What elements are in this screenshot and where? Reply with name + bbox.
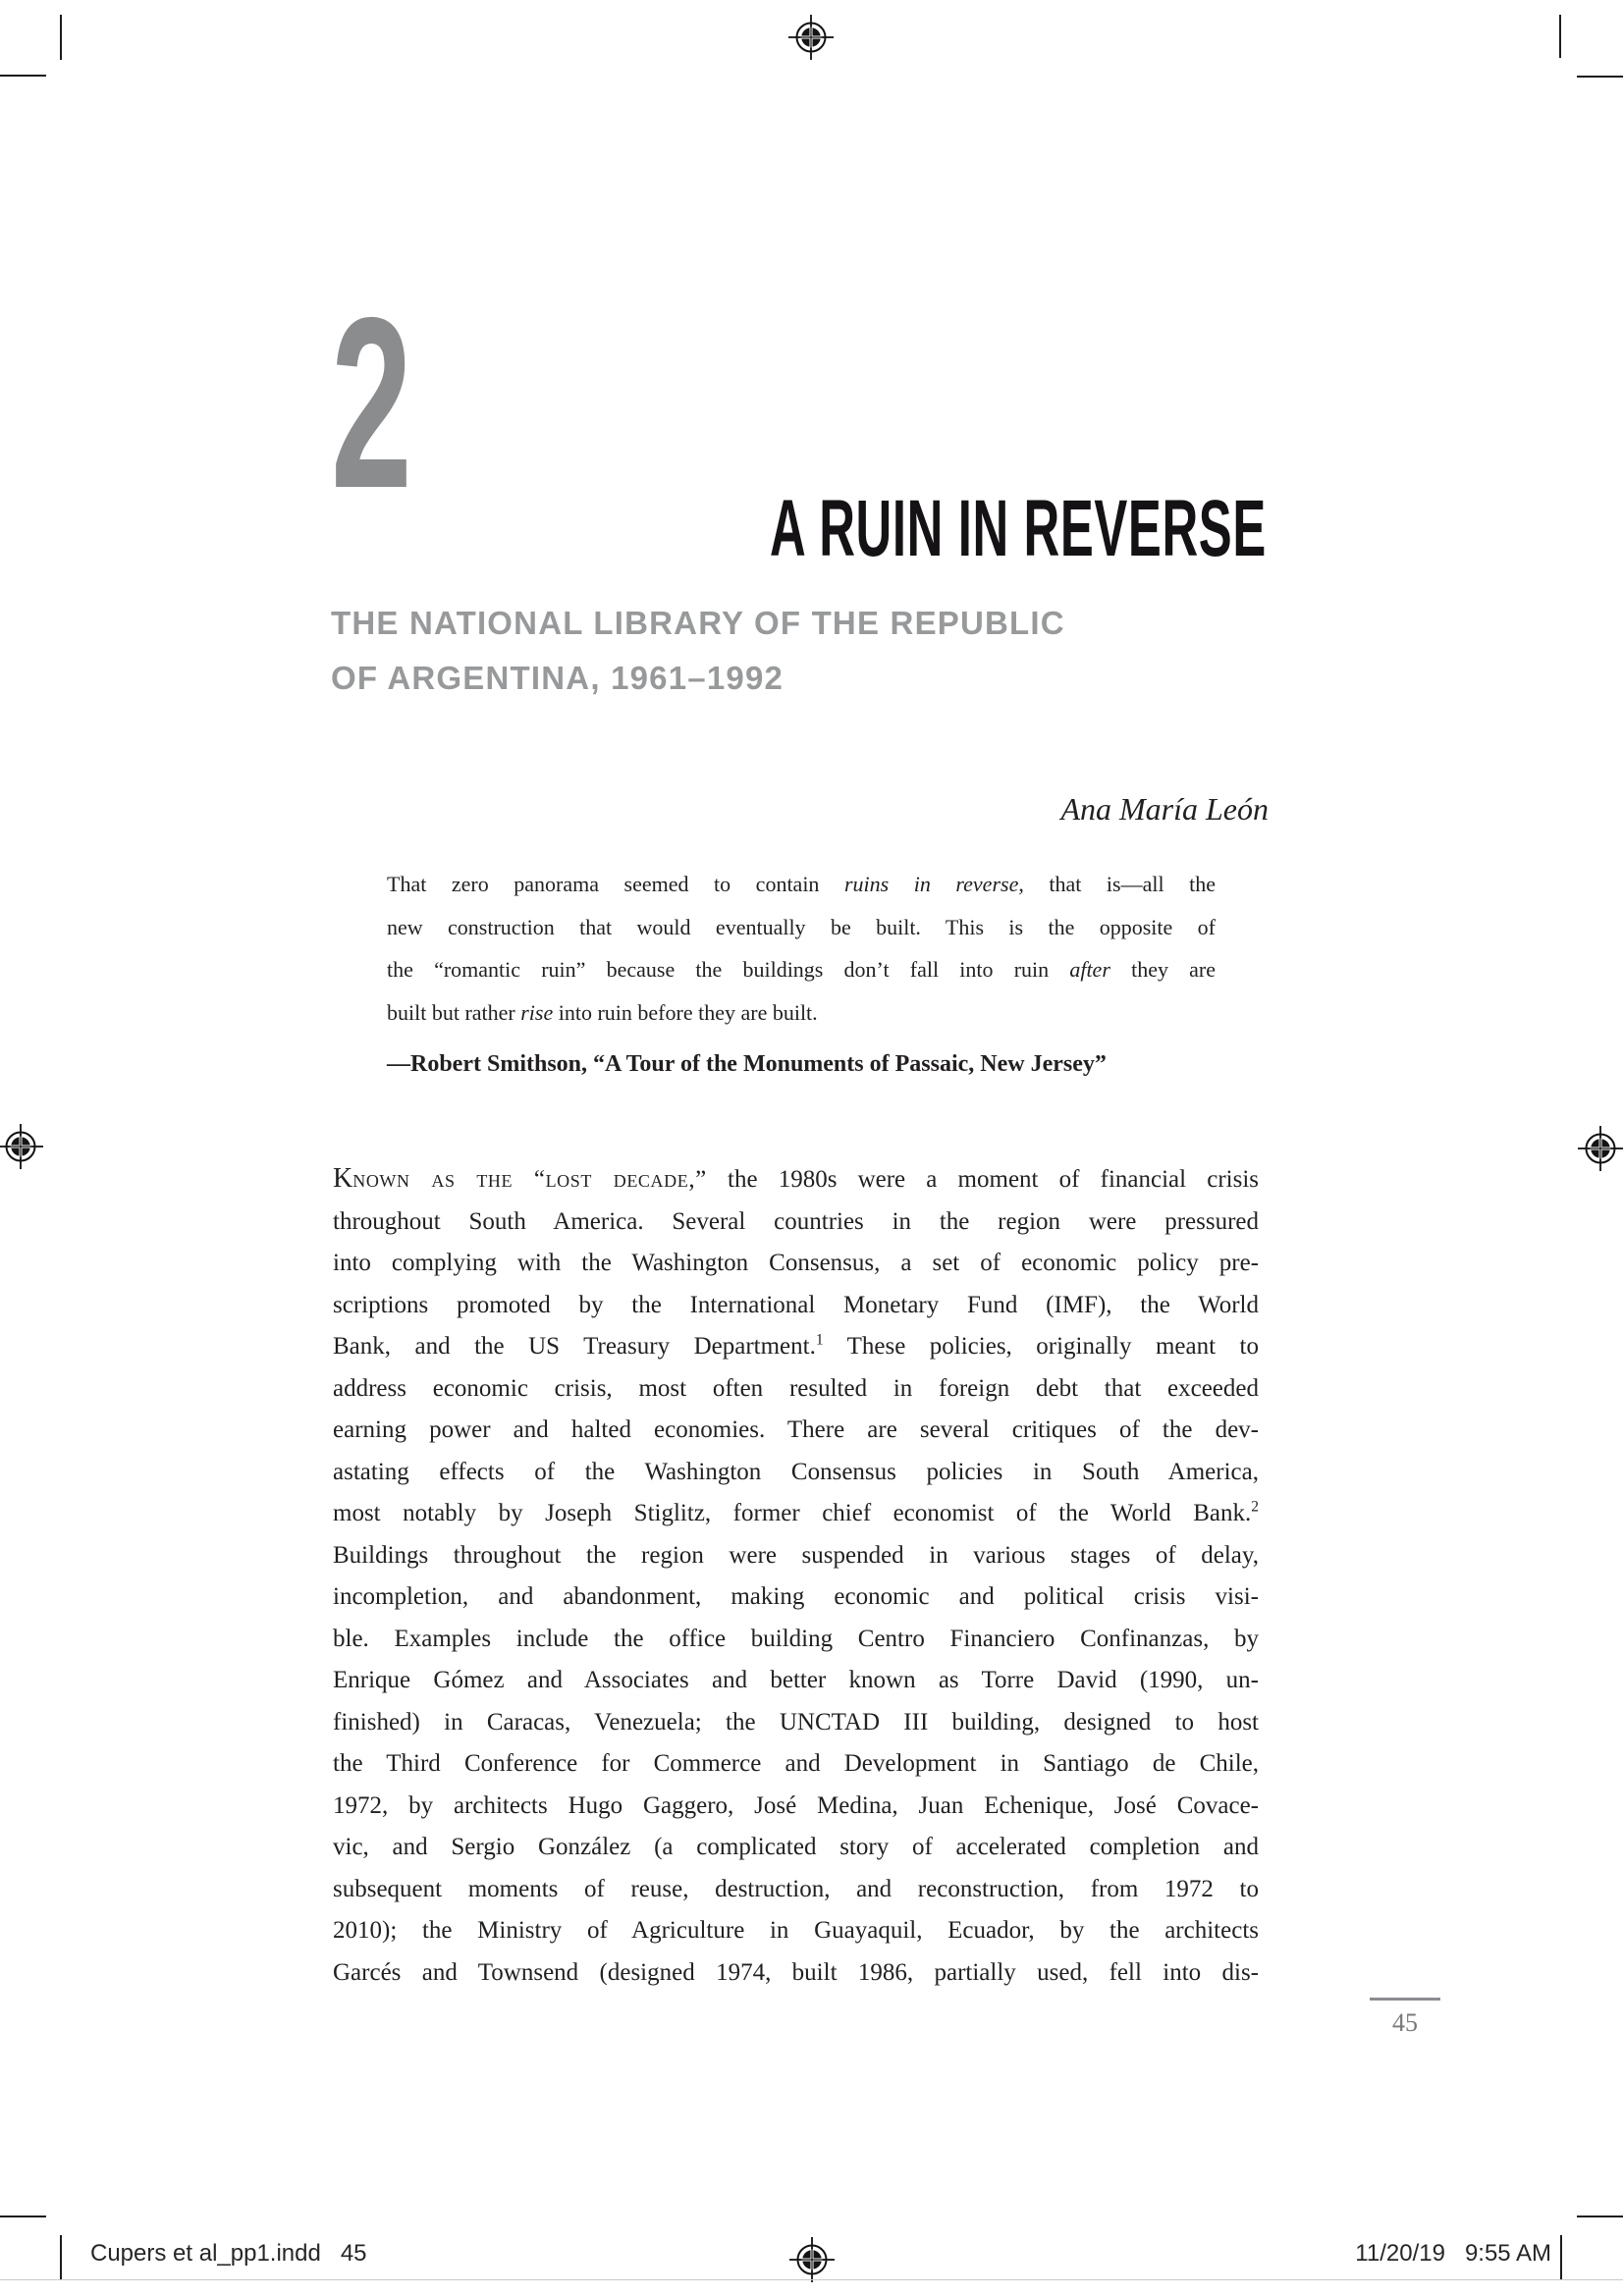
crop-mark-bottom-left-horizontal — [0, 2216, 46, 2217]
text-line: finished) in Caracas, Venezuela; the UNCTAD III building, designed to host — [333, 1708, 1259, 1735]
text-line: subsequent moments of reuse, destruction, and reconstruction, from 1972 to — [333, 1875, 1259, 1902]
chapter-subtitle-line-2: OF ARGENTINA, 1961–1992 — [331, 660, 784, 696]
text-line: new construction that would eventually be built. This is the opposite of — [387, 914, 1216, 939]
text-line: vic, and Sergio González (a complicated story of accelerated completion and — [333, 1834, 1259, 1860]
footer-filename: Cupers et al_pp1.indd 45 — [90, 2240, 367, 2267]
registration-target-icon — [0, 1123, 44, 1170]
text-line: ble. Examples include the office building Centro Financiero Confinanzas, by — [333, 1625, 1259, 1652]
text-line: incompletion, and abandonment, making economic and political crisis visi- — [333, 1583, 1259, 1610]
text-line: astating effects of the Washington Consensus policies in South America, — [333, 1458, 1259, 1485]
registration-target-icon — [1577, 1125, 1623, 1172]
crop-mark-top-right-horizontal — [1577, 76, 1623, 78]
text-line: throughout South America. Several countries in the region were pressured — [333, 1207, 1259, 1235]
page-number: 45 — [1392, 2008, 1418, 2037]
text-line: 1972, by architects Hugo Gaggero, José Medina, Juan Echenique, José Covace- — [333, 1791, 1259, 1819]
registration-target-icon — [787, 14, 835, 61]
text-line: Enrique Gómez and Associates and better known as Torre David (1990, un- — [333, 1667, 1259, 1693]
text-line: That zero panorama seemed to contain ruins in reverse, that is—all the — [387, 872, 1216, 896]
registration-target-icon — [788, 2236, 836, 2283]
text-line: the “romantic ruin” because the buildings don’t fall into ruin after they are — [387, 957, 1216, 982]
crop-mark-top-left-vertical — [60, 15, 62, 60]
text-line: scriptions promoted by the International Monetary Fund (IMF), the World — [333, 1291, 1259, 1318]
chapter-title: A RUIN IN REVERSE — [770, 484, 1267, 573]
crop-mark-bottom-right-vertical — [1560, 2235, 1562, 2280]
page-edge-line — [0, 2279, 1623, 2280]
text-line: Buildings throughout the region were suspended in various stages of delay, — [333, 1541, 1259, 1569]
body-paragraph — [333, 1158, 1259, 1994]
epigraph-attribution: —Robert Smithson, “A Tour of the Monuments of Passaic, New Jersey” — [387, 1051, 1107, 1077]
crop-mark-top-right-vertical — [1559, 15, 1561, 58]
text-line: Known as the “lost decade,” the 1980s were a moment of financial crisis — [333, 1163, 1259, 1194]
crop-mark-bottom-left-vertical — [60, 2235, 62, 2280]
chapter-number: 2 — [331, 266, 412, 539]
chapter-subtitle — [331, 596, 1065, 706]
crop-mark-bottom-right-horizontal — [1577, 2216, 1623, 2217]
text-line: earning power and halted economies. There are several critiques of the dev- — [333, 1416, 1259, 1443]
chapter-subtitle-line-1: THE NATIONAL LIBRARY OF THE REPUBLIC — [331, 605, 1065, 641]
crop-mark-top-left-horizontal — [0, 75, 46, 77]
footer-timestamp: 11/20/19 9:55 AM — [1355, 2240, 1551, 2267]
epigraph-quote — [387, 863, 1216, 1034]
text-line: the Third Conference for Commerce and Development in Santiago de Chile, — [333, 1750, 1259, 1777]
text-line: most notably by Joseph Stiglitz, former chief economist of the World Bank.$^2$ — [333, 1498, 1259, 1526]
text-line: Bank, and the US Treasury Department.$^1$ These policies, originally meant to — [333, 1331, 1259, 1360]
text-line: address economic crisis, most often resulted in foreign debt that exceeded — [333, 1374, 1259, 1402]
text-line: built but rather rise into ruin before they are built. — [387, 999, 818, 1025]
page-number-rule — [1370, 1998, 1440, 2001]
text-line: 2010); the Ministry of Agriculture in Guayaquil, Ecuador, by the architects — [333, 1917, 1259, 1944]
author-name: Ana María León — [1060, 791, 1269, 827]
text-line: into complying with the Washington Consensus, a set of economic policy pre- — [333, 1250, 1259, 1276]
text-line: Garcés and Townsend (designed 1974, built 1986, partially used, fell into dis- — [333, 1958, 1259, 1986]
